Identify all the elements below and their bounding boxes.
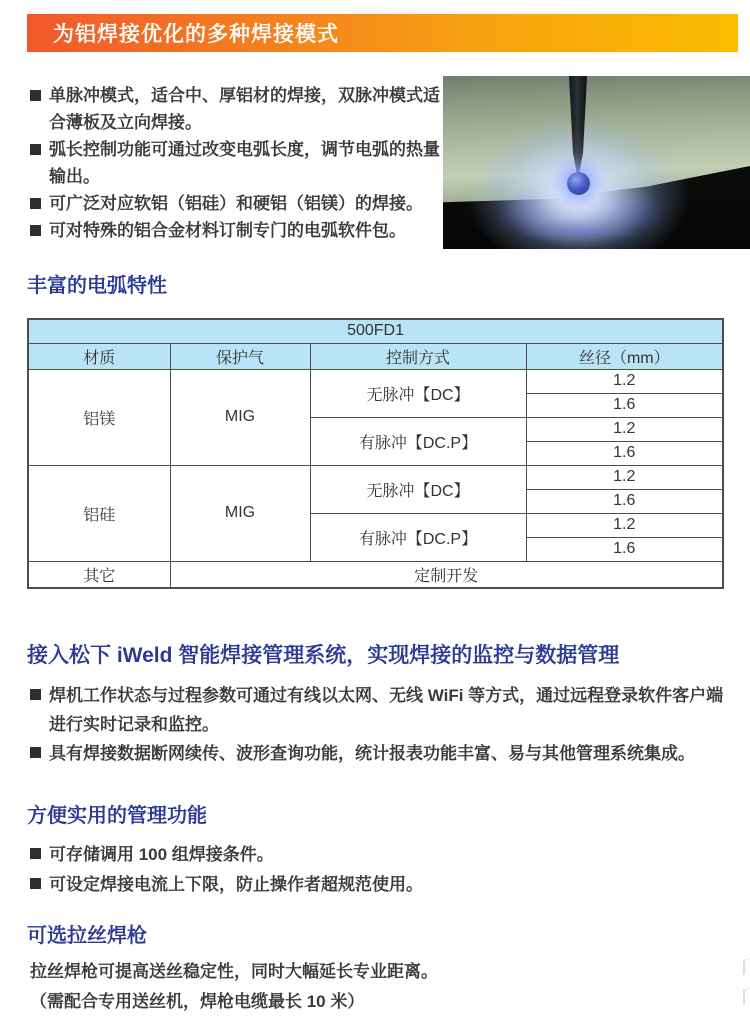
material-cell: 铝硅: [28, 465, 170, 561]
list-item: [30, 190, 448, 217]
list-item: [30, 840, 732, 870]
gas-cell: MIG: [170, 369, 310, 465]
list-item: [30, 681, 732, 739]
square-bullet-icon: [30, 848, 41, 859]
column-header-gas: 保护气: [170, 343, 310, 369]
page-edge-artifact: [744, 955, 750, 1015]
intro-bullet-text: 可对特殊的铝合金材料订制专门的电弧软件包。: [49, 221, 406, 240]
page-title: 为铝焊接优化的多种焊接模式: [53, 23, 339, 46]
diameter-cell: 1.2: [526, 513, 723, 537]
list-item: [30, 82, 448, 136]
diameter-cell: 1.2: [526, 465, 723, 489]
square-bullet-icon: [30, 689, 41, 700]
welding-arc-photo: [443, 76, 750, 249]
torch-line: 拉丝焊枪可提高送丝稳定性，同时大幅延长专业距离。: [30, 962, 438, 981]
material-cell-other: 其它: [28, 561, 170, 588]
section-heading-iweld: 接入松下 iWeld 智能焊接管理系统，实现焊接的监控与数据管理: [27, 644, 620, 667]
table-row: [28, 465, 723, 489]
square-bullet-icon: [30, 90, 41, 101]
list-item: [30, 217, 448, 244]
diameter-cell: 1.6: [526, 393, 723, 417]
diameter-cell: 1.6: [526, 537, 723, 561]
square-bullet-icon: [30, 878, 41, 889]
intro-bullet-text: 单脉冲模式，适合中、厚铝材的焊接，双脉冲模式适合薄板及立向焊接。: [49, 86, 440, 132]
title-banner: [27, 14, 738, 52]
management-bullet-text: 可设定焊接电流上下限，防止操作者超规范使用。: [49, 875, 423, 894]
section-heading-torch: 可选拉丝焊枪: [27, 925, 147, 947]
column-header-control: 控制方式: [310, 343, 526, 369]
iweld-bullet-text: 具有焊接数据断网续传、波形查询功能，统计报表功能丰富、易与其他管理系统集成。: [49, 744, 695, 763]
diameter-cell: 1.6: [526, 489, 723, 513]
spec-table: [27, 318, 724, 589]
torch-description: [30, 957, 732, 1017]
list-item: [30, 870, 732, 900]
table-row: [28, 369, 723, 393]
table-row: [28, 561, 723, 588]
column-header-diameter: 丝径（mm）: [526, 343, 723, 369]
list-item: [30, 136, 448, 190]
management-bullet-list: [30, 840, 732, 900]
square-bullet-icon: [30, 225, 41, 236]
iweld-bullet-list: [30, 681, 732, 768]
torch-line: （需配合专用送丝机，焊枪电缆最长 10 米）: [30, 992, 365, 1011]
intro-bullet-text: 可广泛对应软铝（铝硅）和硬铝（铝镁）的焊接。: [49, 194, 423, 213]
iweld-bullet-text: 焊机工作状态与过程参数可通过有线以太网、无线 WiFi 等方式，通过远程登录软件客户端进行实时记录和监控。: [49, 686, 724, 734]
intro-bullet-text: 弧长控制功能可通过改变电弧长度，调节电弧的热量输出。: [49, 140, 440, 186]
diameter-cell: 1.2: [526, 369, 723, 393]
management-bullet-text: 可存储调用 100 组焊接条件。: [49, 845, 274, 864]
photo-reflection: [518, 224, 638, 240]
table-model-cell: 500FD1: [28, 319, 723, 343]
square-bullet-icon: [30, 144, 41, 155]
control-cell: 有脉冲【DC.P】: [310, 513, 526, 561]
control-cell: 有脉冲【DC.P】: [310, 417, 526, 465]
gas-cell: MIG: [170, 465, 310, 561]
section-heading-management: 方便实用的管理功能: [27, 805, 207, 827]
custom-development-cell: 定制开发: [170, 561, 723, 588]
spec-table-wrap: [27, 318, 724, 589]
column-header-material: 材质: [28, 343, 170, 369]
section-heading-arc: 丰富的电弧特性: [27, 275, 167, 297]
material-cell: 铝镁: [28, 369, 170, 465]
diameter-cell: 1.2: [526, 417, 723, 441]
diameter-cell: 1.6: [526, 441, 723, 465]
square-bullet-icon: [30, 747, 41, 758]
intro-bullet-list: [30, 82, 448, 244]
square-bullet-icon: [30, 198, 41, 209]
control-cell: 无脉冲【DC】: [310, 369, 526, 417]
list-item: [30, 739, 732, 768]
photo-molten-droplet: [567, 172, 590, 195]
control-cell: 无脉冲【DC】: [310, 465, 526, 513]
